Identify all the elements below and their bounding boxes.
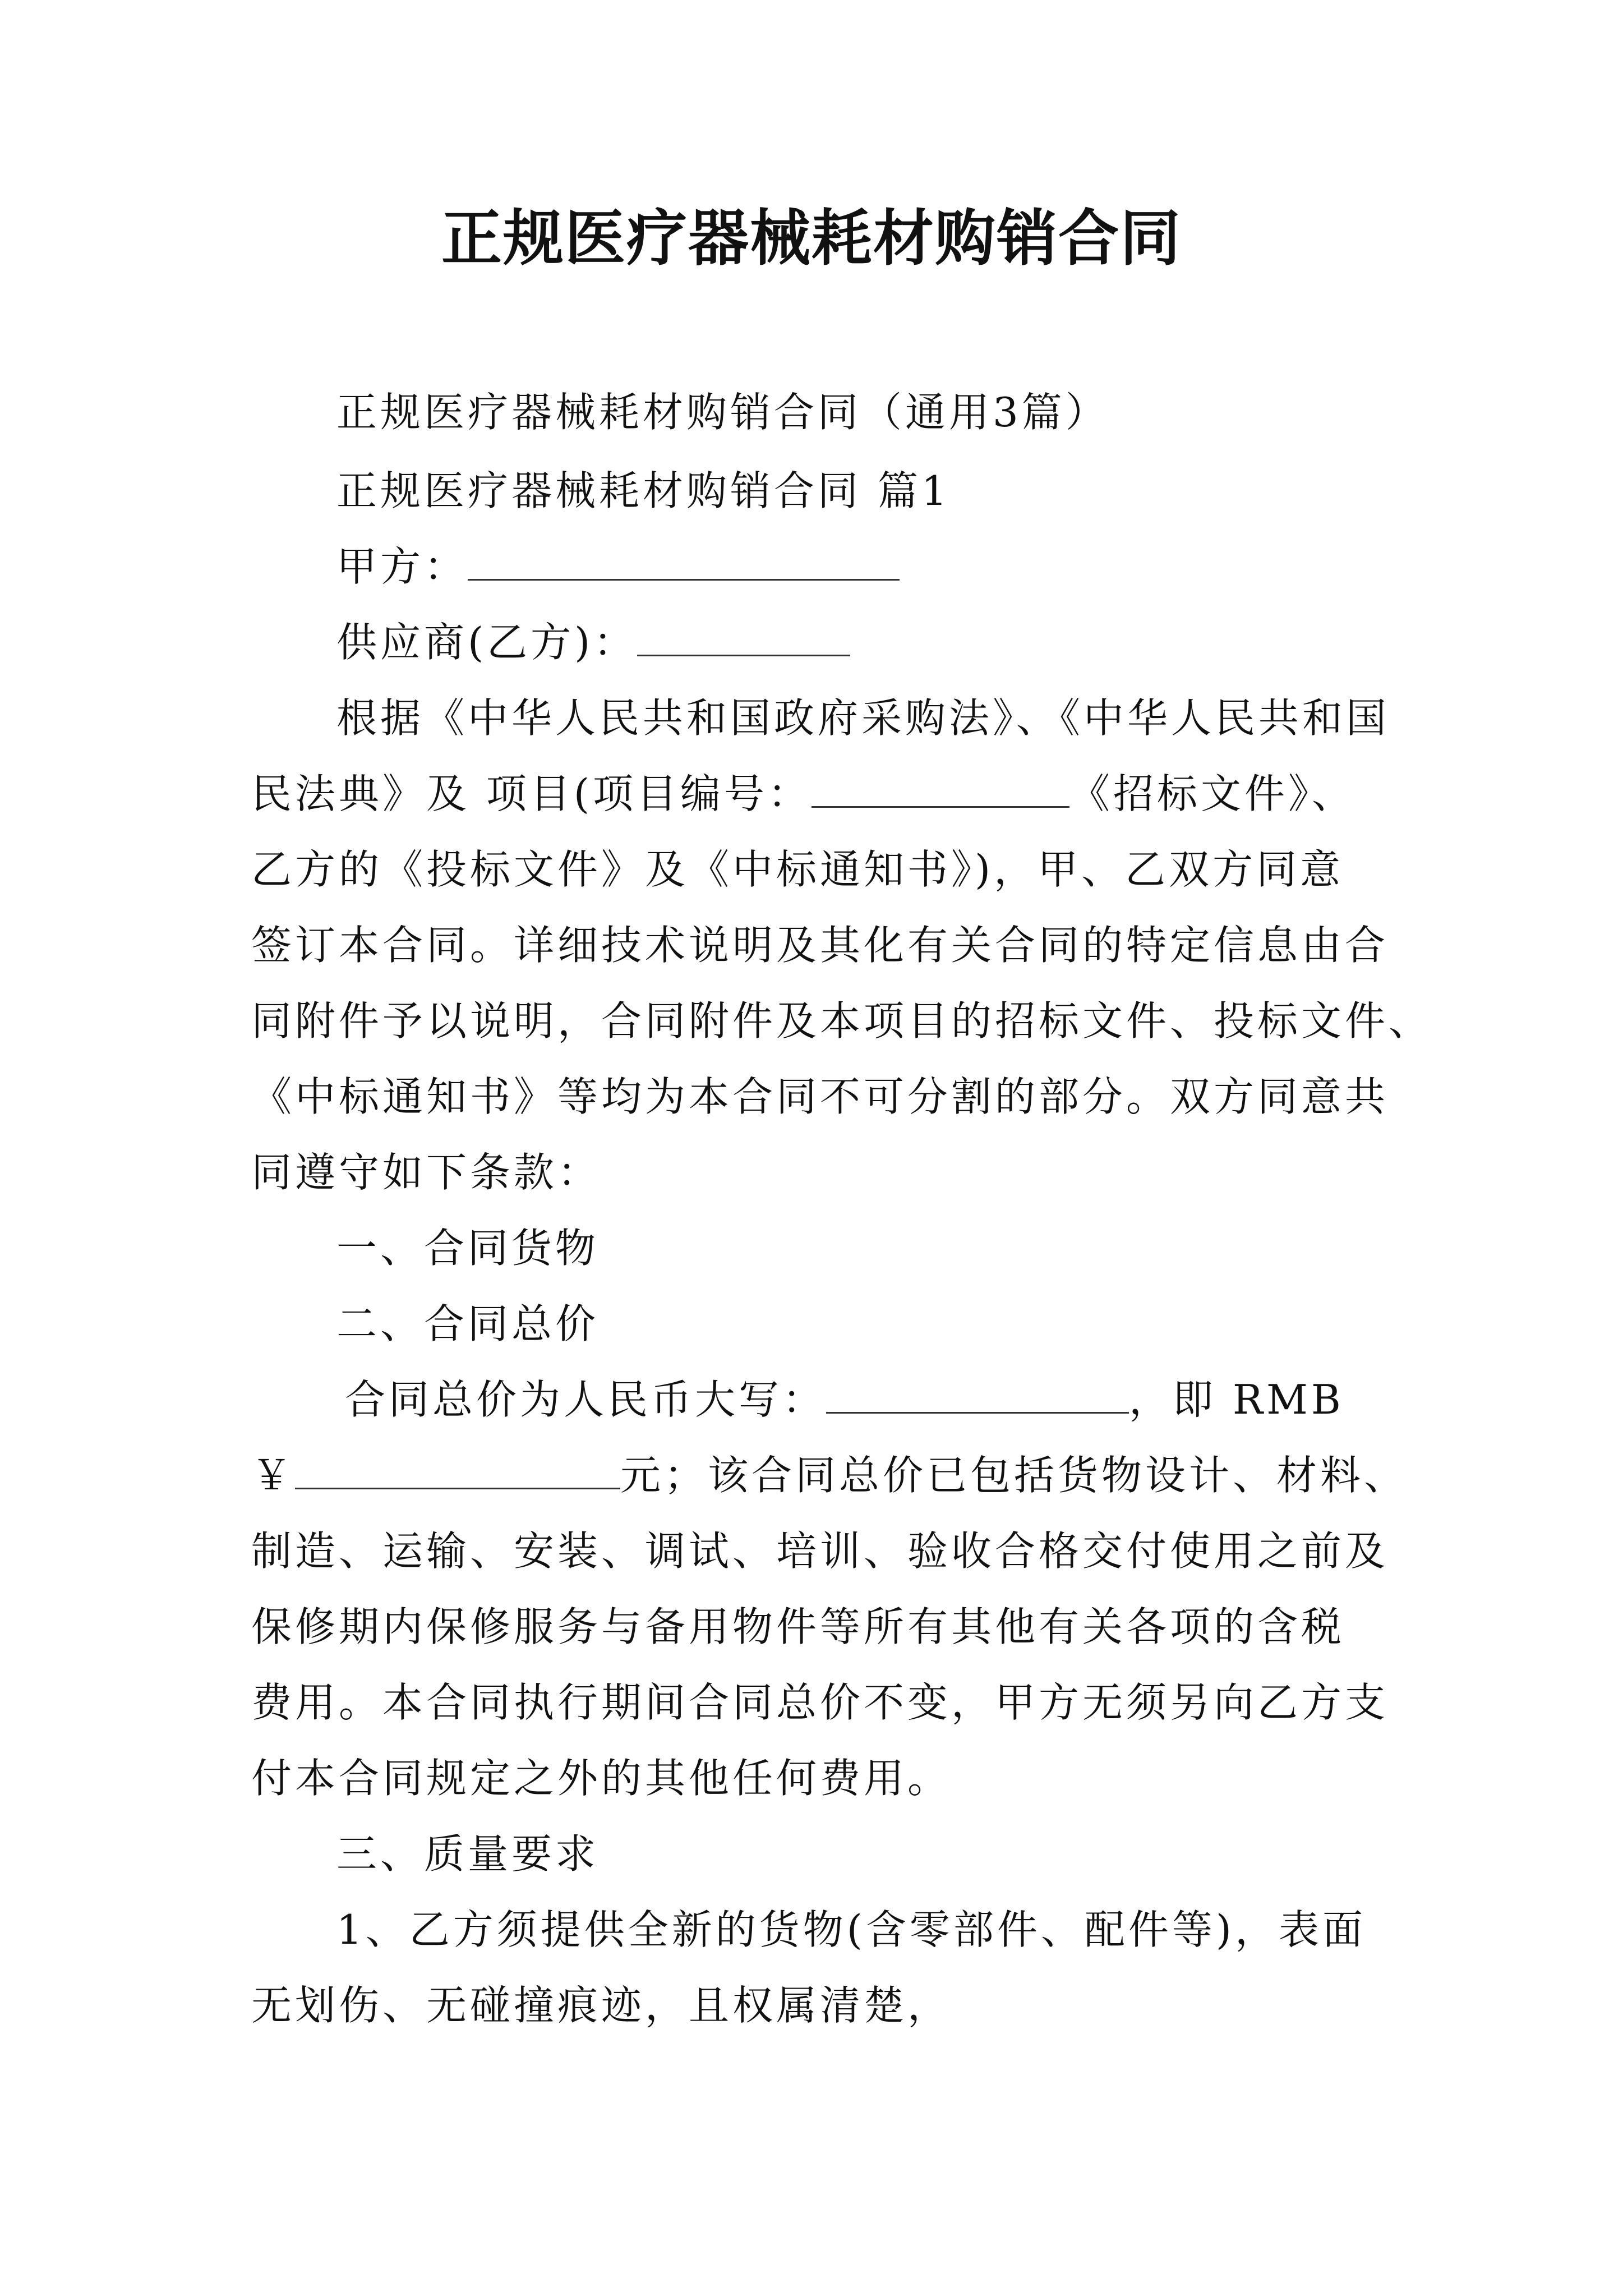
clause-heading: 一、合同货物 (336, 1225, 600, 1272)
party-a-label: 甲方： (336, 543, 468, 590)
clause-heading: 二、合同总价 (336, 1300, 600, 1347)
paragraph-line: 费用。本合同执行期间合同总价不变，甲方无须另向乙方支 (251, 1679, 1389, 1726)
paragraph-line: 付本合同规定之外的其他任何费用。 (251, 1755, 952, 1802)
paragraph-line: 1、乙方须提供全新的货物(含零部件、配件等)，表面 (336, 1906, 1366, 1953)
paragraph-text: 元；该合同总价已包括货物设计、材料、 (620, 1452, 1408, 1499)
paragraph-line: 保修期内保修服务与备用物件等所有其他有关各项的含税 (251, 1603, 1345, 1650)
document-title: 正规医疗器械耗材购销合同 (441, 203, 1182, 274)
paragraph-line: 《中标通知书》等均为本合同不可分割的部分。双方同意共 (251, 1073, 1389, 1120)
paragraph-line: 乙方的《投标文件》及《中标通知书》)，甲、乙双方同意 (251, 846, 1344, 893)
clause-heading: 三、质量要求 (336, 1830, 600, 1878)
paragraph-line (0, 1444, 1623, 1506)
paragraph-line: 无划伤、无碰撞痕迹，且权属清楚， (251, 1982, 952, 2029)
paragraph-line: 根据《中华人民共和国政府采购法》、《中华人民共和国 (336, 694, 1390, 742)
paragraph-line (0, 1369, 1623, 1430)
paragraph-line: 同附件予以说明，合同附件及本项目的招标文件、投标文件、 (251, 997, 1433, 1045)
party-a-blank[interactable] (468, 540, 900, 581)
paragraph-text: 《招标文件》、 (1069, 770, 1355, 817)
party-b-line (0, 611, 1623, 673)
section-heading: 正规医疗器械耗材购销合同 篇1 (336, 467, 951, 514)
paragraph-text: 合同总价为人民币大写： (345, 1376, 827, 1423)
amount-number-blank[interactable] (295, 1448, 620, 1489)
subtitle-line: 正规医疗器械耗材购销合同（通用3篇） (336, 389, 1109, 436)
paragraph-line: 签订本合同。详细技术说明及其化有关合同的特定信息由合 (251, 922, 1389, 969)
party-a-line (0, 536, 1623, 597)
yuan-symbol: ￥ (251, 1452, 296, 1499)
party-b-blank[interactable] (637, 615, 850, 656)
paragraph-line: 同遵守如下条款： (251, 1149, 602, 1196)
paragraph-line (0, 763, 1623, 825)
paragraph-line: 制造、运输、安装、调试、培训、验收合格交付使用之前及 (251, 1527, 1389, 1575)
amount-words-blank[interactable] (826, 1373, 1129, 1414)
project-number-blank[interactable] (811, 767, 1069, 808)
paragraph-text: ，即 RMB (1129, 1376, 1344, 1423)
party-b-label: 供应商(乙方)： (336, 619, 638, 666)
paragraph-text: 民法典》及 项目(项目编号： (251, 770, 811, 817)
